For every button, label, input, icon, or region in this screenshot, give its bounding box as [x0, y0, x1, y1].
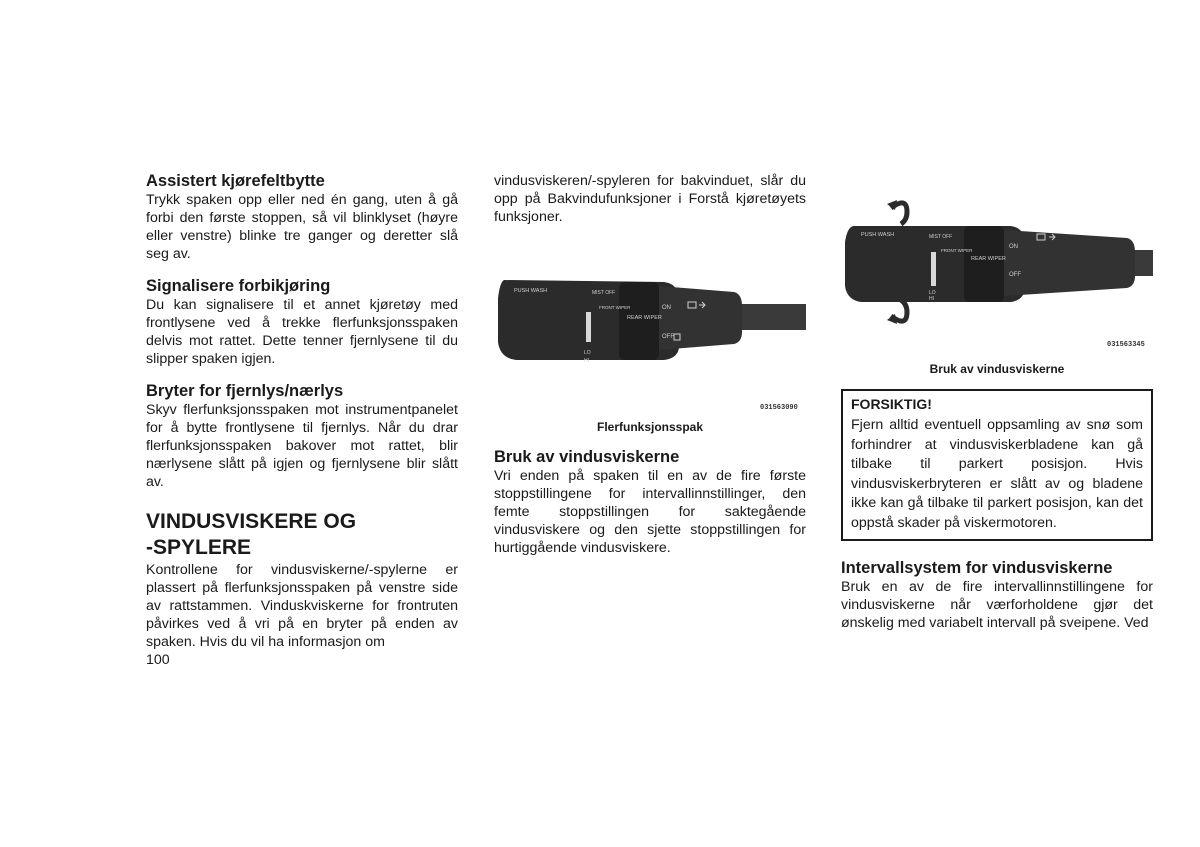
middle-column [494, 172, 806, 557]
multifunction-stalk-image [494, 276, 806, 388]
label-lo-2: LO [929, 290, 936, 296]
caution-body: Fjern alltid eventuell oppsamling av snø som forhindrer at vindusviskerbladene kan gå tilbake til parkert posisjon. Hvis vindusviskerbryteren er slått av og bladene ikke kan gå tilbake til parkert posisjon, kan det oppstå skader på viskermotoren. [851, 417, 1143, 531]
label-rear-wiper: REAR WIPER [627, 315, 662, 321]
section-title-wiper-use: Bruk av vindusviskerne [494, 448, 680, 466]
label-off-2: OFF [1009, 272, 1021, 278]
section-title-high-low-beam: Bryter for fjernlys/nærlys [146, 382, 344, 400]
section-title-interval: Intervallsystem for vindusviskerne [841, 559, 1113, 577]
figure-code-2: 031563345 [1107, 341, 1145, 349]
wiper-rotation-image [841, 190, 1153, 334]
chapter-heading-line1: VINDUSVISKERE OG [146, 510, 357, 533]
section-body-passing-signal: Du kan signalisere til et annet kjøretøy med frontlysene ved å trekke flerfunksjonsspaken delvis mot rattet. Dette tenner fjernlysene til du slipper spaken igjen. [146, 297, 458, 367]
figure-code: 031563090 [760, 404, 798, 412]
chapter-heading-line2: -SPYLERE [146, 536, 252, 559]
caution-title: FORSIKTIG! [851, 396, 932, 412]
chapter-heading [146, 509, 458, 561]
section-body-lane-change: Trykk spaken opp eller ned én gang, uten å gå forbi den første stoppen, så vil blinklyset (høyre eller venstre) blinke tre ganger og deretter slå seg av. [146, 192, 458, 262]
label-lo: LO [584, 350, 591, 356]
label-mist-off-2: MIST OFF [929, 234, 953, 240]
right-column [841, 190, 1153, 632]
caution-box [841, 389, 1153, 541]
label-push-wash: PUSH WASH [514, 288, 548, 294]
rear-wiper-reference: vindusviskeren/-spyleren for bakvinduet, slår du opp på Bakvindufunksjoner i Forstå kjøretøyets funksjoner. [494, 173, 806, 225]
section-title-lane-change: Assistert kjørefeltbytte [146, 172, 325, 190]
label-on-2: ON [1009, 244, 1018, 250]
figure-caption: Flerfunksjonsspak [596, 420, 704, 434]
figure-caption-2: Bruk av vindusviskerne [929, 362, 1065, 376]
label-rear-wiper-2: REAR WIPER [971, 256, 1006, 262]
section-body-interval: Bruk en av de fire intervallinnstillingene for vindusviskerne når værforholdene gjør det ønskelig med variabelt intervall på sveipene. Ved [841, 579, 1153, 631]
label-hi: HI [584, 358, 589, 364]
label-push-wash-2: PUSH WASH [861, 232, 895, 238]
wiper-rotation-figure [841, 190, 1153, 349]
label-front-wiper: FRONT WIPER [599, 305, 631, 310]
label-hi-2: HI [929, 296, 934, 302]
section-body-wipers: Kontrollene for vindusviskerne/-spylerne er plassert på flerfunksjonsspaken på venstre side av rattstammen. Vinduskviskerne for frontruten påvirkes ved å vri på en bryter på enden av spaken. Hvis du vil ha informasjon om [146, 562, 458, 650]
label-on: ON [662, 305, 671, 311]
section-body-high-low-beam: Skyv flerfunksjonsspaken mot instrumentpanelet for å bytte frontlysene til fjernlys. Når du drar flerfunksjonsspaken bakover mot rattet, blir nærlysene slått på igjen og fjernlysene blir slått av. [146, 402, 458, 490]
left-column [146, 172, 458, 651]
label-off: OFF [662, 334, 674, 340]
label-front-wiper-2: FRONT WIPER [941, 248, 973, 253]
label-mist-off: MIST OFF [592, 290, 616, 296]
multifunction-stalk-figure [494, 276, 806, 416]
section-body-wiper-use: Vri enden på spaken til en av de fire første stoppstillingene for intervallinnstillinger, den femte stoppstillingen for saktegående vindusviskere og den sjette stoppstillingen for hurtiggående vindusviskere. [494, 468, 806, 556]
section-title-passing-signal: Signalisere forbikjøring [146, 277, 331, 295]
page-number: 100 [146, 652, 170, 668]
